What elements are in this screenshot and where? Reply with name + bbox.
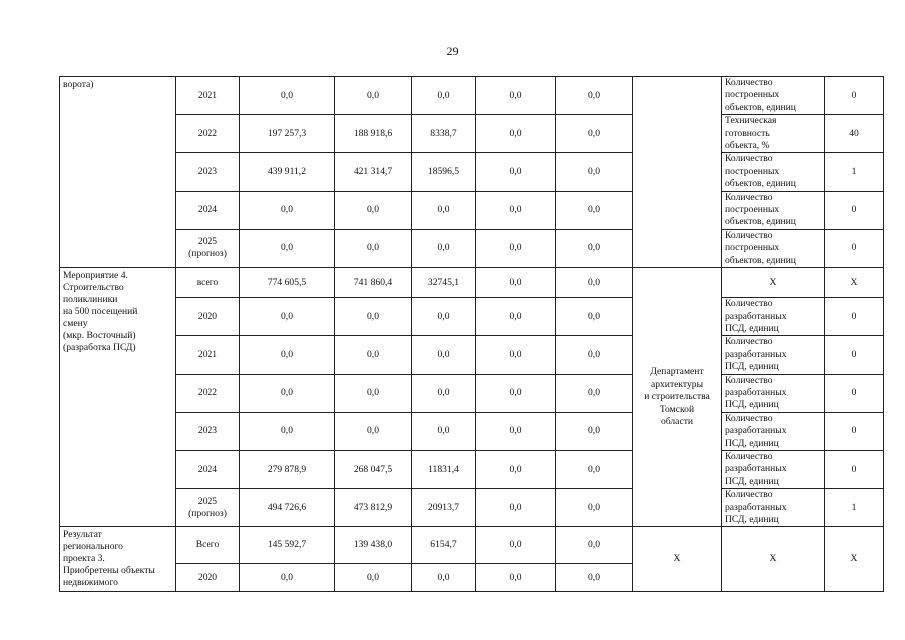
funding-cell-c1: 279 878,9 (240, 450, 335, 488)
funding-cell-c1: 0,0 (240, 336, 335, 374)
year-cell: 2025 (прогноз) (176, 489, 240, 527)
funding-cell-c5: 0,0 (556, 563, 633, 591)
activity-name-cell: ворота) (60, 77, 176, 268)
indicator-cell: Количество построенных объектов, единиц (722, 191, 825, 229)
funding-cell-c4: 0,0 (476, 374, 556, 412)
indicator-value-cell: 0 (825, 450, 884, 488)
funding-cell-c2: 268 047,5 (335, 450, 412, 488)
funding-cell-c2: 0,0 (335, 191, 412, 229)
funding-cell-c3: 0,0 (412, 191, 476, 229)
funding-cell-c3: 11831,4 (412, 450, 476, 488)
department-cell: X (633, 527, 722, 592)
funding-cell-c1: 439 911,2 (240, 153, 335, 191)
funding-cell-c1: 0,0 (240, 412, 335, 450)
funding-cell-c2: 0,0 (335, 77, 412, 115)
activity-name-cell: Мероприятие 4. Строительство поликлиники на 500 посещений смену (мкр. Восточный) (разработка ПСД) (60, 268, 176, 527)
funding-cell-c4: 0,0 (476, 298, 556, 336)
funding-cell-c3: 0,0 (412, 374, 476, 412)
funding-cell-c4: 0,0 (476, 412, 556, 450)
year-cell: 2024 (176, 450, 240, 488)
year-cell: Всего (176, 527, 240, 564)
table-row (60, 77, 884, 115)
funding-cell-c2: 0,0 (335, 298, 412, 336)
page-number: 29 (446, 44, 459, 58)
indicator-value-cell: 0 (825, 298, 884, 336)
funding-cell-c4: 0,0 (476, 191, 556, 229)
funding-cell-c1: 494 726,6 (240, 489, 335, 527)
funding-cell-c2: 0,0 (335, 336, 412, 374)
table-row (60, 374, 884, 412)
funding-cell-c1: 0,0 (240, 374, 335, 412)
funding-cell-c4: 0,0 (476, 527, 556, 564)
indicator-cell: Количество разработанных ПСД, единиц (722, 450, 825, 488)
funding-cell-c4: 0,0 (476, 115, 556, 153)
year-cell: всего (176, 268, 240, 298)
funding-cell-c2: 188 918,6 (335, 115, 412, 153)
year-cell: 2021 (176, 336, 240, 374)
indicator-cell: Количество построенных объектов, единиц (722, 153, 825, 191)
table-row (60, 115, 884, 153)
indicator-cell: Количество разработанных ПСД, единиц (722, 374, 825, 412)
funding-cell-c3: 0,0 (412, 229, 476, 267)
funding-cell-c3: 6154,7 (412, 527, 476, 564)
funding-cell-c5: 0,0 (556, 412, 633, 450)
table-row (60, 336, 884, 374)
table-row (60, 229, 884, 267)
funding-cell-c3: 0,0 (412, 336, 476, 374)
indicator-value-cell: 40 (825, 115, 884, 153)
funding-cell-c2: 139 438,0 (335, 527, 412, 564)
year-cell: 2023 (176, 412, 240, 450)
funding-cell-c4: 0,0 (476, 563, 556, 591)
indicator-cell: Количество построенных объектов, единиц (722, 229, 825, 267)
program-table (59, 76, 884, 592)
funding-cell-c3: 0,0 (412, 298, 476, 336)
funding-cell-c4: 0,0 (476, 450, 556, 488)
indicator-value-cell: X (825, 268, 884, 298)
funding-cell-c5: 0,0 (556, 489, 633, 527)
funding-cell-c5: 0,0 (556, 191, 633, 229)
indicator-value-cell: 1 (825, 489, 884, 527)
year-cell: 2025 (прогноз) (176, 229, 240, 267)
funding-cell-c2: 473 812,9 (335, 489, 412, 527)
table-row (60, 298, 884, 336)
funding-cell-c5: 0,0 (556, 268, 633, 298)
funding-cell-c5: 0,0 (556, 298, 633, 336)
indicator-value-cell: 0 (825, 229, 884, 267)
year-cell: 2022 (176, 115, 240, 153)
funding-cell-c5: 0,0 (556, 527, 633, 564)
funding-cell-c2: 0,0 (335, 412, 412, 450)
indicator-value-cell: 0 (825, 412, 884, 450)
funding-cell-c2: 421 314,7 (335, 153, 412, 191)
table-row (60, 191, 884, 229)
table-row (60, 268, 884, 298)
funding-cell-c5: 0,0 (556, 153, 633, 191)
indicator-value-cell: 0 (825, 191, 884, 229)
funding-cell-c1: 145 592,7 (240, 527, 335, 564)
table-row (60, 412, 884, 450)
funding-cell-c4: 0,0 (476, 336, 556, 374)
funding-cell-c4: 0,0 (476, 489, 556, 527)
funding-cell-c2: 0,0 (335, 229, 412, 267)
funding-cell-c1: 0,0 (240, 563, 335, 591)
funding-cell-c5: 0,0 (556, 115, 633, 153)
department-cell: Департамент архитектуры и строительства Томской области (633, 268, 722, 527)
table-row (60, 450, 884, 488)
funding-cell-c5: 0,0 (556, 336, 633, 374)
funding-cell-c1: 0,0 (240, 77, 335, 115)
funding-cell-c2: 741 860,4 (335, 268, 412, 298)
funding-cell-c3: 8338,7 (412, 115, 476, 153)
year-cell: 2023 (176, 153, 240, 191)
funding-cell-c1: 0,0 (240, 229, 335, 267)
table-row (60, 489, 884, 527)
funding-cell-c3: 0,0 (412, 563, 476, 591)
funding-cell-c3: 20913,7 (412, 489, 476, 527)
year-cell: 2022 (176, 374, 240, 412)
funding-cell-c5: 0,0 (556, 450, 633, 488)
funding-cell-c5: 0,0 (556, 229, 633, 267)
indicator-value-cell: X (825, 527, 884, 592)
indicator-value-cell: 1 (825, 153, 884, 191)
funding-cell-c1: 0,0 (240, 298, 335, 336)
indicator-cell: Количество разработанных ПСД, единиц (722, 298, 825, 336)
indicator-cell: Количество разработанных ПСД, единиц (722, 489, 825, 527)
year-cell: 2024 (176, 191, 240, 229)
year-cell: 2020 (176, 563, 240, 591)
funding-cell-c4: 0,0 (476, 229, 556, 267)
funding-cell-c4: 0,0 (476, 77, 556, 115)
funding-cell-c4: 0,0 (476, 153, 556, 191)
indicator-value-cell: 0 (825, 336, 884, 374)
funding-cell-c2: 0,0 (335, 563, 412, 591)
activity-name-cell: Результат регионального проекта 3. Приобретены объекты недвижимого (60, 527, 176, 592)
funding-cell-c2: 0,0 (335, 374, 412, 412)
table-row (60, 527, 884, 564)
indicator-cell: Техническая готовность объекта, % (722, 115, 825, 153)
funding-cell-c5: 0,0 (556, 374, 633, 412)
funding-cell-c3: 18596,5 (412, 153, 476, 191)
indicator-cell: X (722, 527, 825, 592)
table-row (60, 153, 884, 191)
funding-cell-c1: 0,0 (240, 191, 335, 229)
indicator-cell: Количество разработанных ПСД, единиц (722, 412, 825, 450)
indicator-value-cell: 0 (825, 374, 884, 412)
funding-cell-c3: 0,0 (412, 412, 476, 450)
indicator-cell: Количество построенных объектов, единиц (722, 77, 825, 115)
indicator-cell: X (722, 268, 825, 298)
funding-cell-c5: 0,0 (556, 77, 633, 115)
funding-cell-c3: 0,0 (412, 77, 476, 115)
funding-cell-c4: 0,0 (476, 268, 556, 298)
funding-cell-c1: 774 605,5 (240, 268, 335, 298)
indicator-cell: Количество разработанных ПСД, единиц (722, 336, 825, 374)
year-cell: 2021 (176, 77, 240, 115)
funding-cell-c3: 32745,1 (412, 268, 476, 298)
department-cell (633, 77, 722, 268)
funding-cell-c1: 197 257,3 (240, 115, 335, 153)
year-cell: 2020 (176, 298, 240, 336)
indicator-value-cell: 0 (825, 77, 884, 115)
